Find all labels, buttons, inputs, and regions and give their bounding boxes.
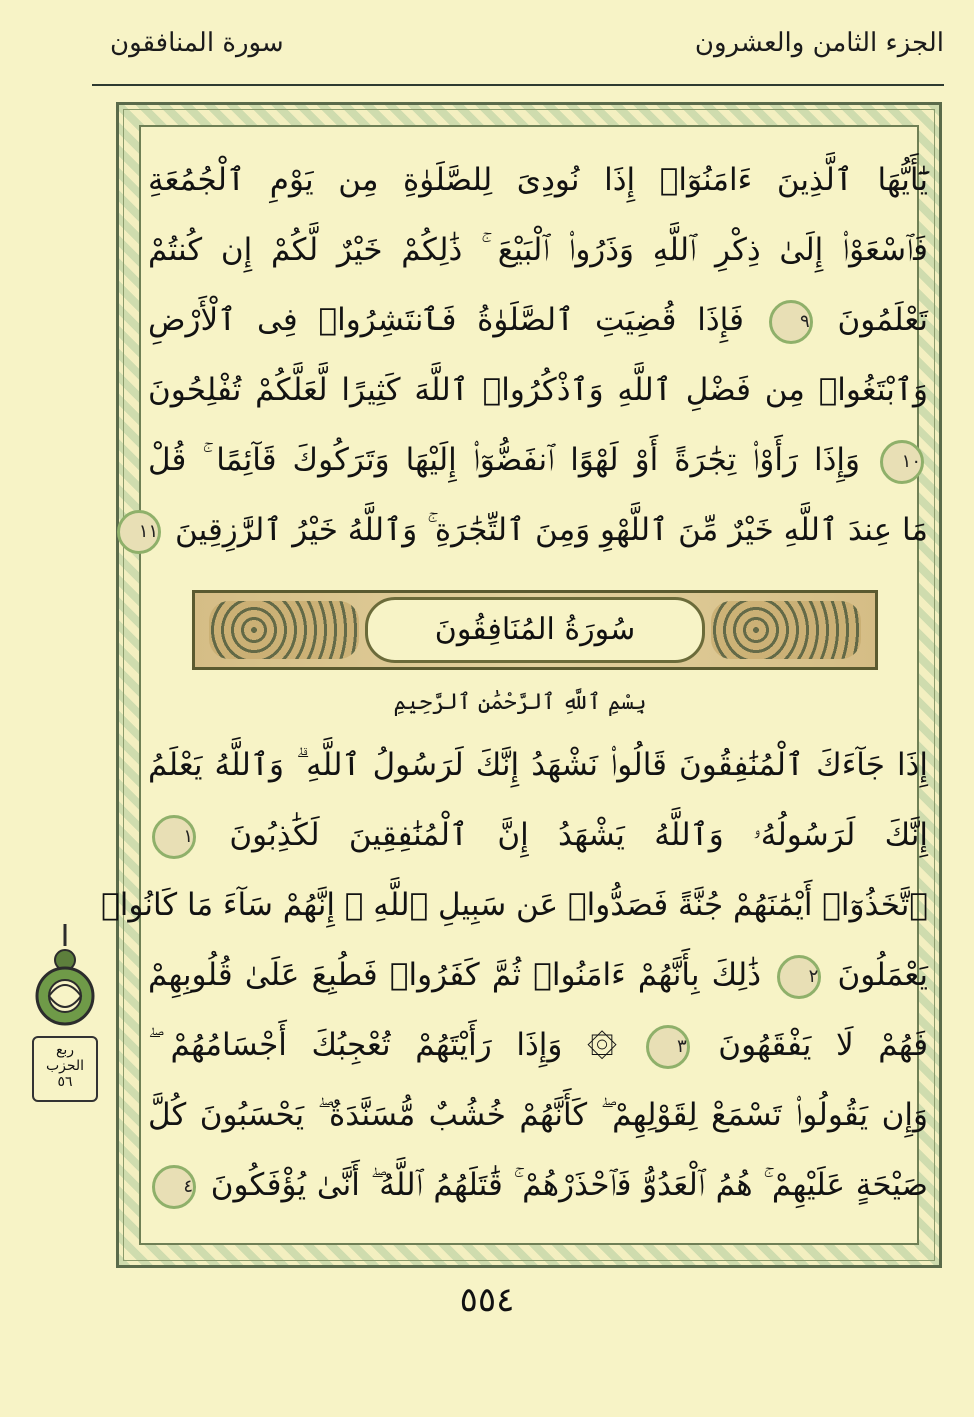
page-header-left: سورة المنافقون bbox=[110, 28, 284, 58]
verse-line bbox=[148, 800, 928, 870]
page-number: ٥٥٤ bbox=[459, 1280, 515, 1320]
verse-line bbox=[148, 1150, 928, 1220]
verse-line: ٱتَّخَذُوٓا۟ أَيْمَٰنَهُمْ جُنَّةً فَصَدُّوا۟ عَن سَبِيلِ ٱللَّهِ ۚ إِنَّهُمْ سَآءَ مَا كَانُوا۟ bbox=[101, 887, 928, 923]
text-block-jumuah bbox=[138, 145, 929, 565]
verse-line bbox=[138, 495, 928, 565]
ayah-marker-icon: ١ bbox=[152, 815, 196, 859]
surah-header-banner bbox=[192, 590, 878, 670]
header-divider bbox=[92, 84, 944, 86]
hizb-label-number: ٥٦ bbox=[57, 1074, 73, 1090]
surah-title: سُورَةُ المُنَافِقُونَ bbox=[365, 597, 705, 663]
ornament-left-icon bbox=[209, 601, 359, 659]
hizb-ornament-icon bbox=[32, 924, 98, 1034]
bismillah: بِسْمِ ٱللَّهِ ٱلرَّحْمَٰنِ ٱلرَّحِيمِ bbox=[393, 690, 647, 715]
ornament-right-icon bbox=[711, 601, 861, 659]
verse-line: إِذَا جَآءَكَ ٱلْمُنَٰفِقُونَ قَالُوا۟ نَشْهَدُ إِنَّكَ لَرَسُولُ ٱللَّهِ ۗ وَٱللَّهُ يَعْلَمُ bbox=[148, 747, 928, 783]
hizb-marker bbox=[26, 924, 104, 1104]
hizb-label bbox=[32, 1036, 98, 1102]
verse-fragment: ذَٰلِكَ بِأَنَّهُمْ ءَامَنُوا۟ ثُمَّ كَفَرُوا۟ فَطُبِعَ عَلَىٰ قُلُوبِهِمْ bbox=[148, 957, 762, 993]
verse-line bbox=[148, 285, 928, 355]
verse-fragment: صَيْحَةٍ عَلَيْهِمْ ۚ هُمُ ٱلْعَدُوُّ فَٱحْذَرْهُمْ ۚ قَٰتَلَهُمُ ٱللَّهُ ۖ أَنَّىٰ يُؤْفَكُونَ bbox=[210, 1167, 929, 1203]
verse-fragment: إِنَّكَ لَرَسُولُهُۥ وَٱللَّهُ يَشْهَدُ إِنَّ ٱلْمُنَٰفِقِينَ لَكَٰذِبُونَ bbox=[229, 817, 928, 853]
verse-line: يَٰٓأَيُّهَا ٱلَّذِينَ ءَامَنُوٓا۟ إِذَا نُودِىَ لِلصَّلَوٰةِ مِن يَوْمِ ٱلْجُمُعَةِ bbox=[148, 162, 928, 198]
ayah-marker-icon: ٩ bbox=[769, 300, 813, 344]
ayah-marker-icon: ٣ bbox=[646, 1025, 690, 1069]
ayah-marker-icon: ١٠ bbox=[880, 440, 924, 484]
verse-fragment: مَا عِندَ ٱللَّهِ خَيْرٌ مِّنَ ٱللَّهْوِ وَمِنَ ٱلتِّجَٰرَةِ ۚ وَٱللَّهُ خَيْرُ ٱلرَّٰزِقِينَ bbox=[175, 512, 928, 548]
hizb-label-line: الحزب bbox=[45, 1058, 85, 1074]
rub-star-icon: ۞ bbox=[586, 1027, 618, 1063]
verse-fragment: وَإِذَا رَأَوْا۟ تِجَٰرَةً أَوْ لَهْوًا ٱنفَضُّوٓا۟ إِلَيْهَا وَتَرَكُوكَ قَآئِمًا ۚ قُلْ bbox=[148, 442, 860, 478]
verse-line: وَٱبْتَغُوا۟ مِن فَضْلِ ٱللَّهِ وَٱذْكُرُوا۟ ٱللَّهَ كَثِيرًا لَّعَلَّكُمْ تُفْلِحُونَ bbox=[148, 372, 928, 408]
ayah-marker-icon: ١١ bbox=[117, 510, 161, 554]
ayah-marker-icon: ٢ bbox=[777, 955, 821, 999]
verse-line bbox=[148, 940, 928, 1010]
verse-line: وَإِن يَقُولُوا۟ تَسْمَعْ لِقَوْلِهِمْ ۖ كَأَنَّهُمْ خُشُبٌ مُّسَنَّدَةٌ ۖ يَحْسَبُونَ كُلَّ bbox=[148, 1097, 928, 1133]
verse-fragment: وَإِذَا رَأَيْتَهُمْ تُعْجِبُكَ أَجْسَامُهُمْ ۖ bbox=[148, 1027, 563, 1063]
ayah-marker-icon: ٤ bbox=[152, 1165, 196, 1209]
verse-fragment: تَعْلَمُونَ bbox=[837, 302, 929, 338]
text-block-munafiqun bbox=[101, 730, 929, 1220]
verse-line: فَٱسْعَوْا۟ إِلَىٰ ذِكْرِ ٱللَّهِ وَذَرُوا۟ ٱلْبَيْعَ ۚ ذَٰلِكُمْ خَيْرٌ لَّكُمْ إِن كُنتُمْ bbox=[148, 232, 928, 268]
verse-line bbox=[148, 1010, 928, 1080]
verse-fragment: يَعْمَلُونَ bbox=[837, 957, 929, 993]
verse-fragment: فَهُمْ لَا يَفْقَهُونَ bbox=[718, 1027, 929, 1063]
page-header-right: الجزء الثامن والعشرون bbox=[694, 28, 944, 58]
verse-line bbox=[148, 425, 928, 495]
verse-fragment: فَإِذَا قُضِيَتِ ٱلصَّلَوٰةُ فَٱنتَشِرُوا۟ فِى ٱلْأَرْضِ bbox=[148, 302, 744, 338]
hizb-label-line: ربع bbox=[55, 1042, 75, 1058]
